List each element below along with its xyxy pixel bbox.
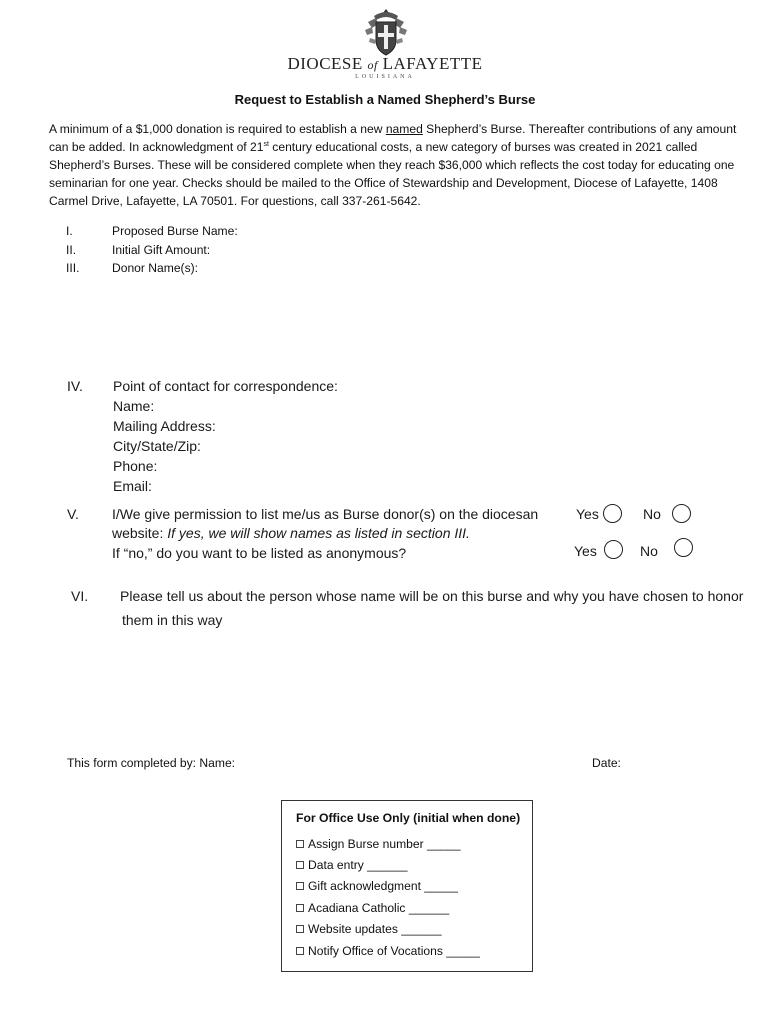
city-state-zip-label: City/State/Zip: [113, 438, 201, 454]
checkbox-icon[interactable] [296, 925, 304, 933]
initial-gift-amount-label: Initial Gift Amount: [112, 243, 211, 257]
office-item-gift-acknowledgment[interactable] [296, 879, 458, 893]
intro-sup: st [263, 140, 269, 148]
mailing-address-label: Mailing Address: [113, 418, 216, 434]
office-item-label: Notify Office of Vocations _____ [308, 944, 480, 958]
intro-named: named [385, 122, 423, 136]
logo-word-lafayette: LAFAYETTE [382, 54, 483, 73]
permission-line-1: I/We give permission to list me/us as Burse donor(s) on the diocesan [112, 506, 539, 522]
anonymous-question: If “no,” do you want to be listed as anonymous? [112, 545, 407, 561]
anonymous-no-radio[interactable] [674, 538, 693, 557]
section-v-number: V. [67, 506, 79, 522]
checkbox-icon[interactable] [296, 882, 304, 890]
anonymous-no-label: No [640, 543, 658, 559]
anonymous-yes-label: Yes [574, 543, 597, 559]
logo-word-diocese: DIOCESE [287, 54, 363, 73]
office-item-acadiana-catholic[interactable] [296, 901, 449, 915]
date-label: Date: [592, 756, 621, 770]
point-of-contact-heading: Point of contact for correspondence: [113, 378, 338, 394]
office-item-website-updates[interactable] [296, 922, 442, 936]
diocese-logo-text [250, 54, 520, 74]
contact-name-label: Name: [113, 398, 155, 414]
office-item-label: Website updates ______ [308, 922, 442, 936]
list-donor-yes-radio[interactable] [603, 504, 622, 523]
office-use-title: For Office Use Only (initial when done) [296, 811, 521, 825]
section-i-number: I. [66, 224, 73, 238]
office-item-notify-vocations[interactable] [296, 944, 480, 958]
logo-subtitle: LOUISIANA [355, 74, 415, 80]
phone-label: Phone: [113, 458, 158, 474]
list-donor-no-radio[interactable] [672, 504, 691, 523]
checkbox-icon[interactable] [296, 840, 304, 848]
section-ii-number: II. [66, 243, 77, 257]
list-donor-yes-label: Yes [576, 506, 599, 522]
office-item-label: Assign Burse number _____ [308, 837, 461, 851]
completed-by-name-label: This form completed by: Name: [67, 756, 236, 770]
anonymous-yes-radio[interactable] [604, 540, 623, 559]
permission-website-text: website: [112, 525, 168, 541]
permission-line-2 [112, 525, 470, 541]
section-vi-number: VI. [71, 588, 89, 604]
office-item-label: Acadiana Catholic ______ [308, 901, 450, 915]
intro-text-3: century educational costs, a new category of burses was created in 2021 called Shepherd’s Burses. These will be considered complete when they reach $36,000 which reflects the cost today for educating one seminarian for one year. Checks should be mailed to the Office of Stewardship and Development, Diocese of Lafayette, 1408 Carmel Drive, Lafayette, LA 70501. For questions, call 337-261-5642. [49, 139, 735, 208]
email-label: Email: [113, 478, 152, 494]
office-item-assign-burse[interactable] [296, 837, 461, 851]
office-item-data-entry[interactable] [296, 858, 408, 872]
checkbox-icon[interactable] [296, 904, 304, 912]
office-use-box [281, 800, 533, 972]
section-iii-number: III. [66, 261, 80, 275]
permission-italic-note: If yes, we will show names as listed in section III. [167, 525, 470, 541]
office-item-label: Gift acknowledgment _____ [308, 879, 458, 893]
donor-names-label: Donor Name(s): [112, 261, 199, 275]
intro-paragraph [49, 121, 739, 211]
checkbox-icon[interactable] [296, 947, 304, 955]
diocese-crest-logo [362, 8, 410, 58]
form-title: Request to Establish a Named Shepherd’s Burse [234, 92, 536, 107]
office-item-label: Data entry ______ [308, 858, 408, 872]
proposed-burse-name-label: Proposed Burse Name: [112, 224, 238, 238]
honoree-question-line-2: them in this way [122, 612, 223, 628]
list-donor-no-label: No [643, 506, 661, 522]
intro-text-1: A minimum of a $1,000 donation is required to establish a new [49, 122, 386, 136]
checkbox-icon[interactable] [296, 861, 304, 869]
logo-word-of: of [367, 58, 378, 72]
intro-text-2: Shepherd’s Burse. Thereafter contributions of any amount can be added. In acknowledgment of 21 [49, 122, 737, 154]
honoree-question-line-1: Please tell us about the person whose name will be on this burse and why you have chosen to honor [120, 588, 744, 604]
section-iv-number: IV. [67, 378, 83, 394]
